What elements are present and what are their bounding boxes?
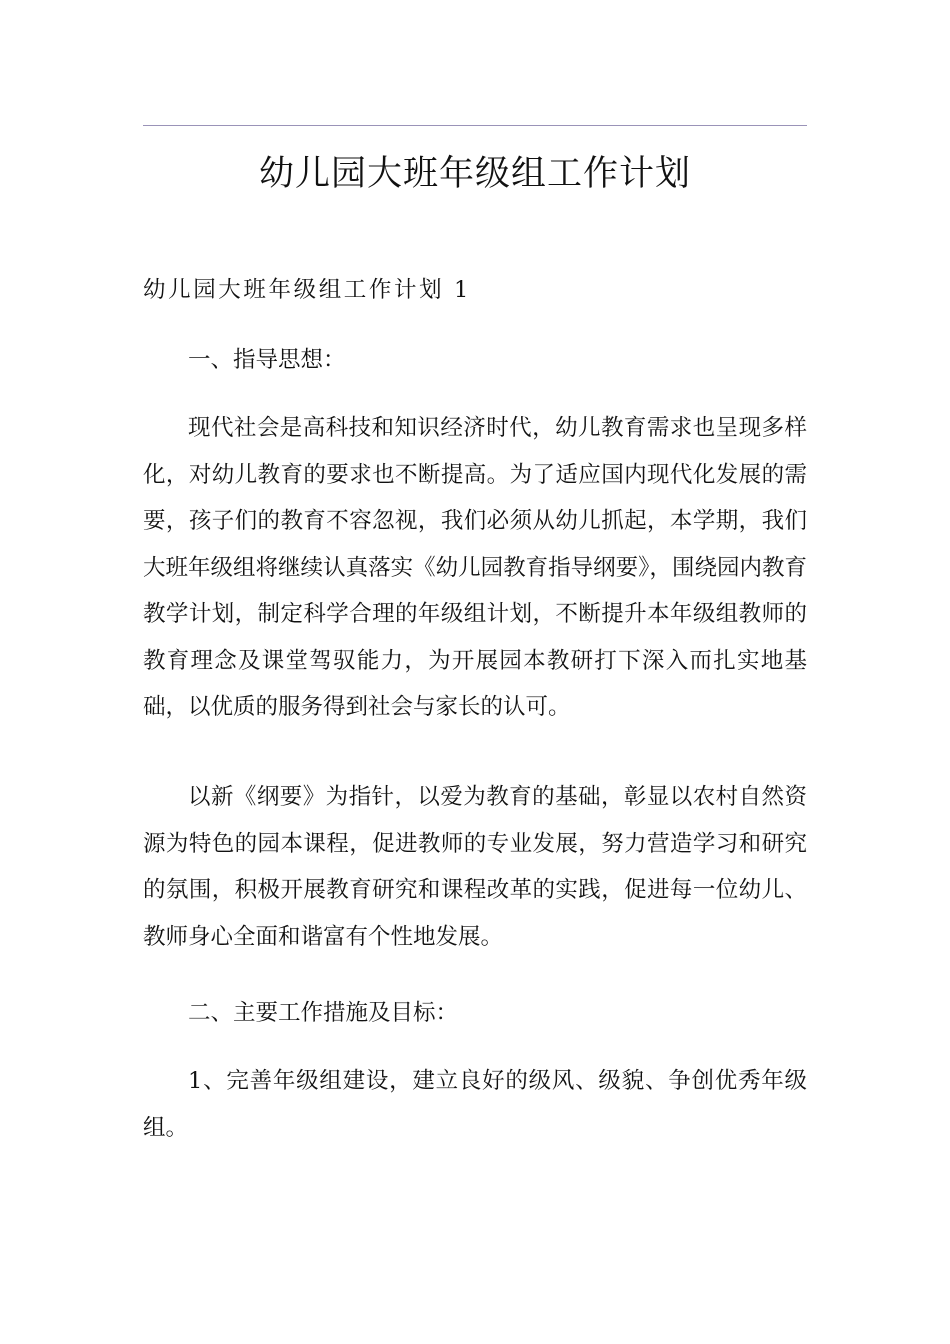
paragraph-guideline: 以新《纲要》为指针，以爱为教育的基础，彰显以农村自然资源为特色的园本课程，促进教师的专业发展，努力营造学习和研究的氛围，积极开展教育研究和课程改革的实践，促进每一位幼儿、教师身心全面和谐富有个性地发展。 [143, 784, 807, 950]
document-title: 幼儿园大班年级组工作计划 [258, 154, 691, 194]
heading-main-measures: 二、主要工作措施及目标： [188, 1000, 459, 1026]
section-title: 幼儿园大班年级组工作计划 1 [143, 277, 471, 303]
list-item-1: 1、完善年级组建设，建立良好的级风、级貌、争创优秀年级组。 [143, 1068, 807, 1141]
heading-guiding-ideology: 一、指导思想： [188, 347, 346, 373]
header-rule [143, 125, 807, 126]
paragraph-background: 现代社会是高科技和知识经济时代，幼儿教育需求也呈现多样化，对幼儿教育的要求也不断提高。为了适应国内现代化发展的需要，孩子们的教育不容忽视，我们必须从幼儿抓起，本学期，我们大班年级组将继续认真落实《幼儿园教育指导纲要》，围绕园内教育教学计划，制定科学合理的年级组计划，不断提升本年级组教师的教育理念及课堂驾驭能力，为开展园本教研打下深入而扎实地基础，以优质的服务得到社会与家长的认可。 [143, 415, 807, 720]
